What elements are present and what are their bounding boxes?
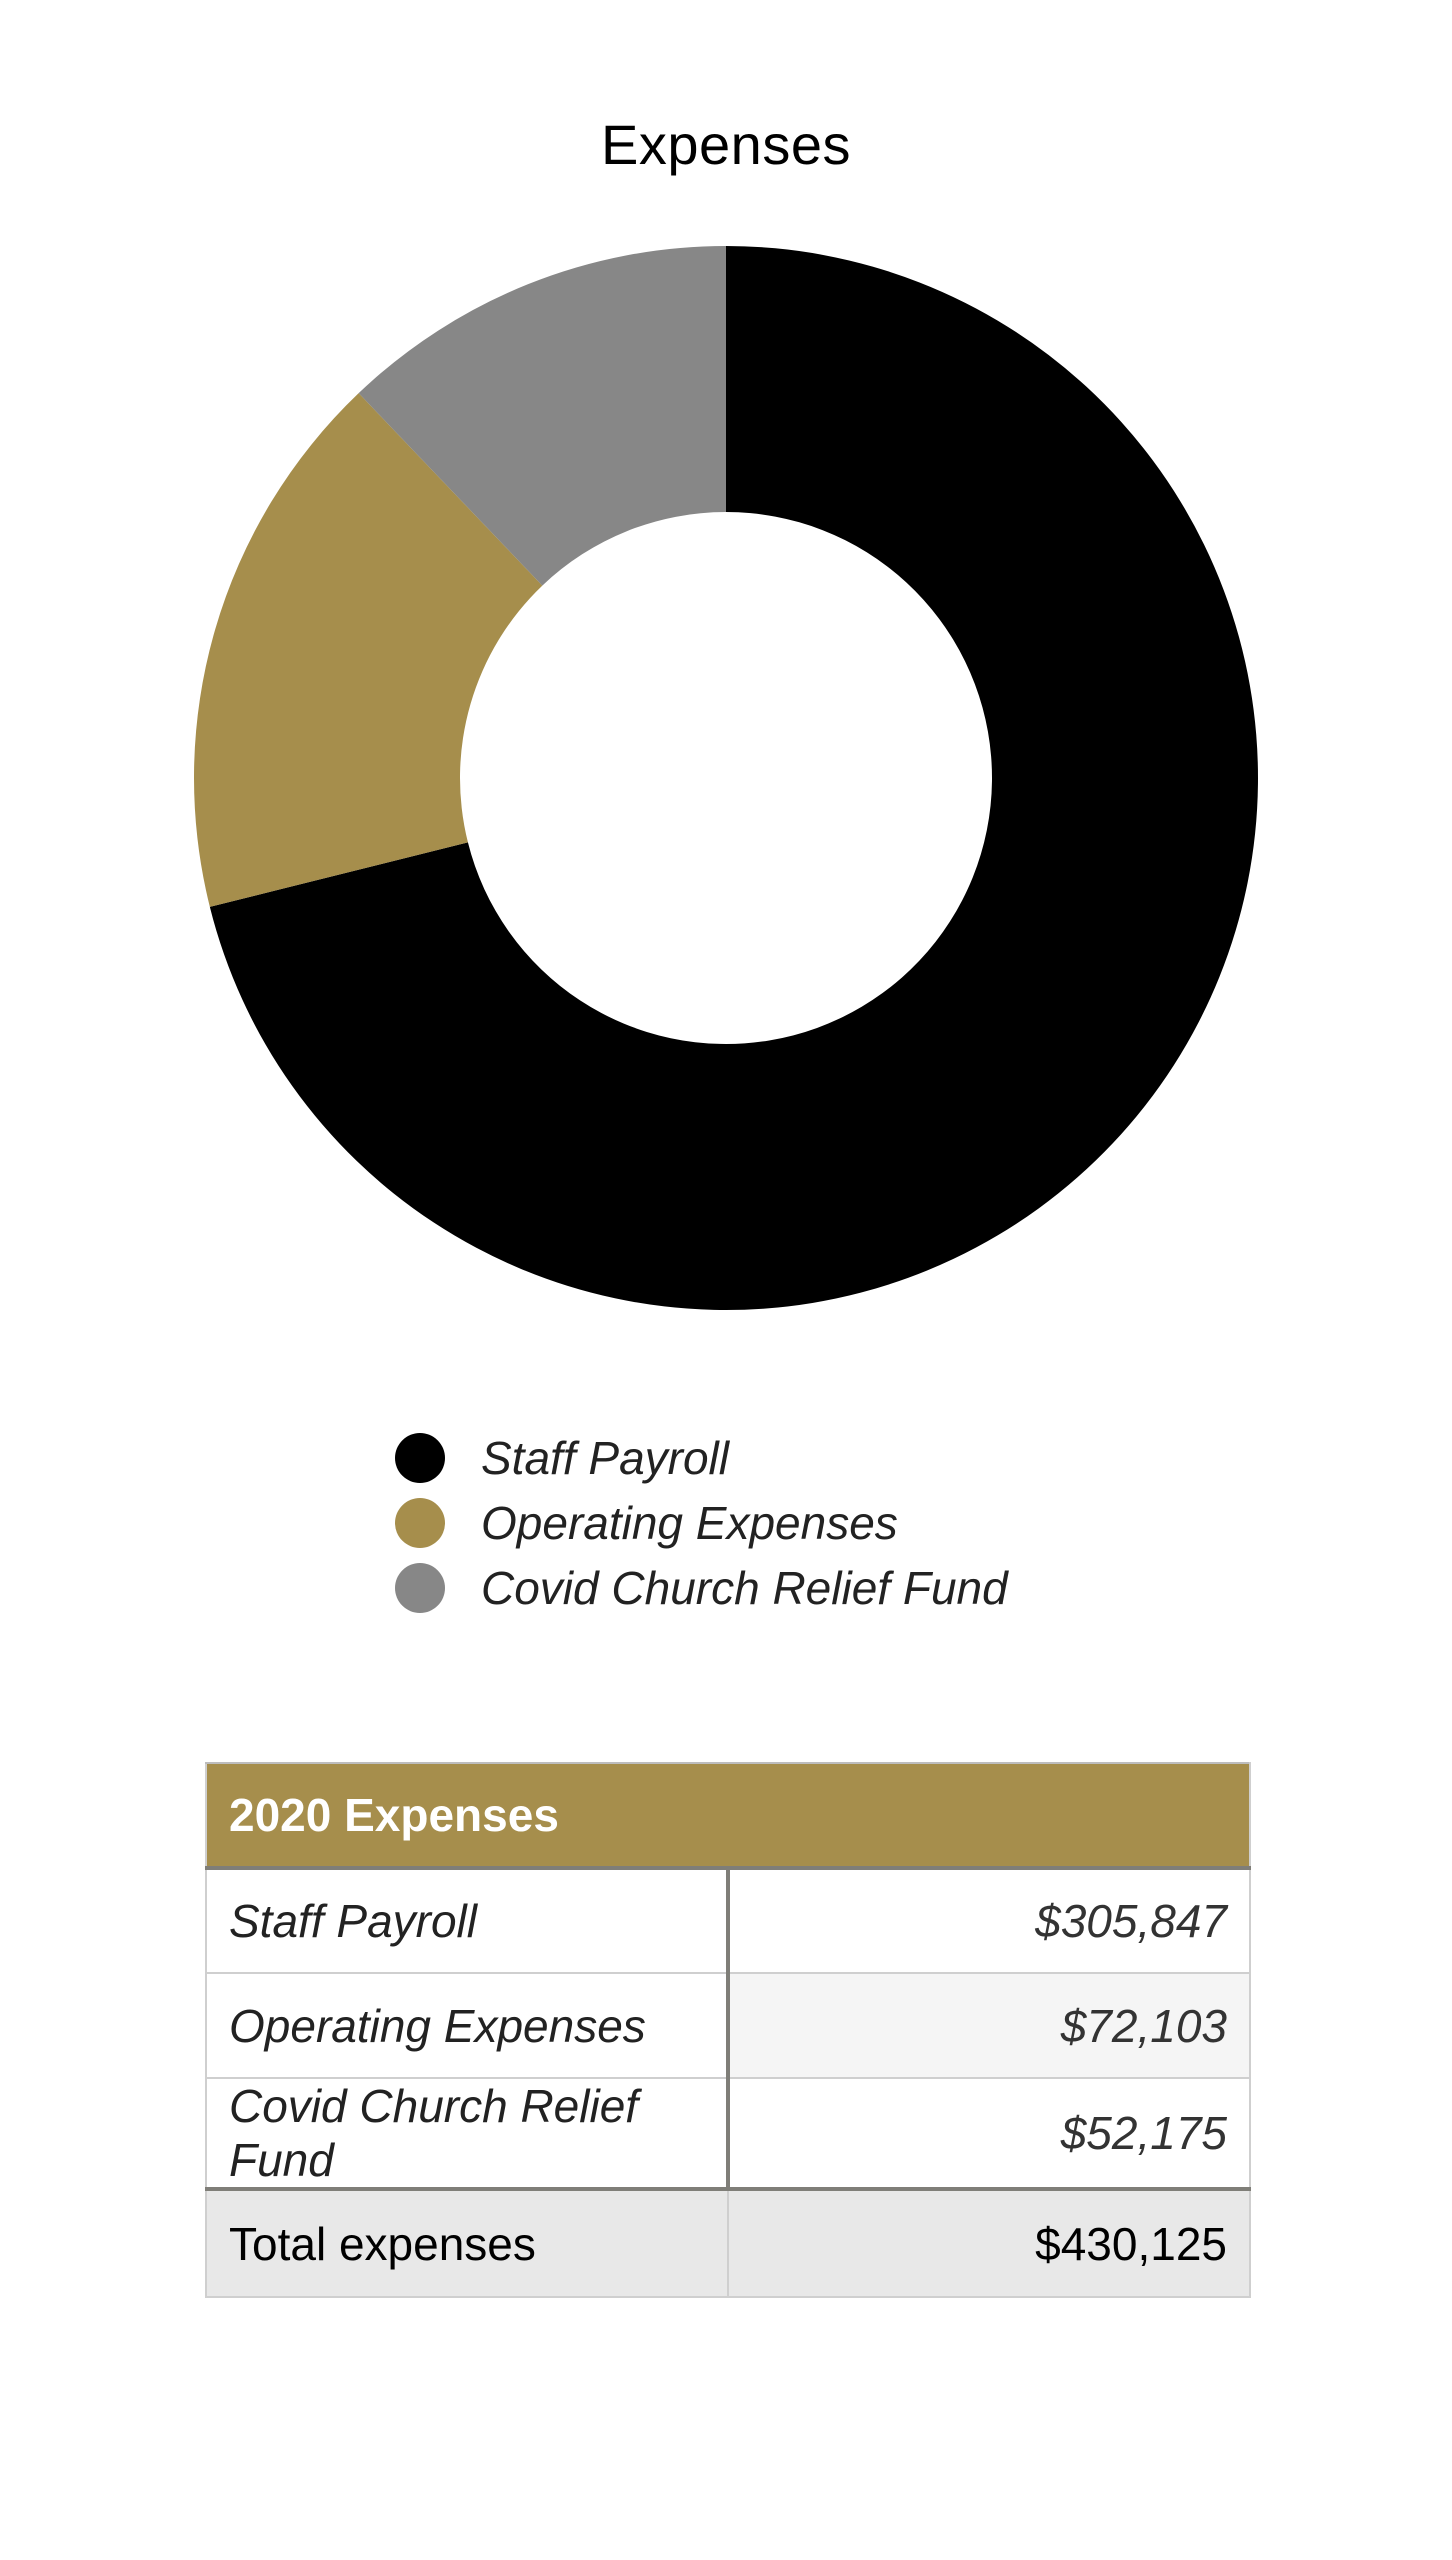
table-total-row (206, 2189, 1250, 2297)
table-row (206, 1868, 1250, 1973)
table-header: 2020 Expenses (206, 1763, 1250, 1868)
legend-label: Operating Expenses (481, 1496, 898, 1549)
legend-label: Staff Payroll (481, 1431, 729, 1484)
legend-item-covid-relief[interactable] (395, 1555, 1008, 1620)
table-row (206, 1973, 1250, 2078)
row-amount: $72,103 (728, 1973, 1250, 2078)
chart-title: Expenses (601, 113, 851, 176)
row-label: Covid Church Relief Fund (206, 2078, 728, 2189)
legend-item-operating-expenses[interactable] (395, 1490, 1008, 1555)
table-row (206, 2078, 1250, 2189)
row-amount: $305,847 (728, 1868, 1250, 1973)
legend-swatch-staff-payroll (395, 1433, 445, 1483)
row-label: Staff Payroll (206, 1868, 728, 1973)
total-amount: $430,125 (728, 2189, 1250, 2297)
legend-label: Covid Church Relief Fund (481, 1561, 1008, 1614)
legend-swatch-covid-relief (395, 1563, 445, 1613)
table-header-row (206, 1763, 1250, 1868)
legend-item-staff-payroll[interactable] (395, 1425, 1008, 1490)
row-label: Operating Expenses (206, 1973, 728, 2078)
total-label: Total expenses (206, 2189, 728, 2297)
chart-legend (395, 1425, 1008, 1620)
legend-swatch-operating-expenses (395, 1498, 445, 1548)
row-amount: $52,175 (728, 2078, 1250, 2189)
expenses-table (205, 1762, 1251, 2298)
